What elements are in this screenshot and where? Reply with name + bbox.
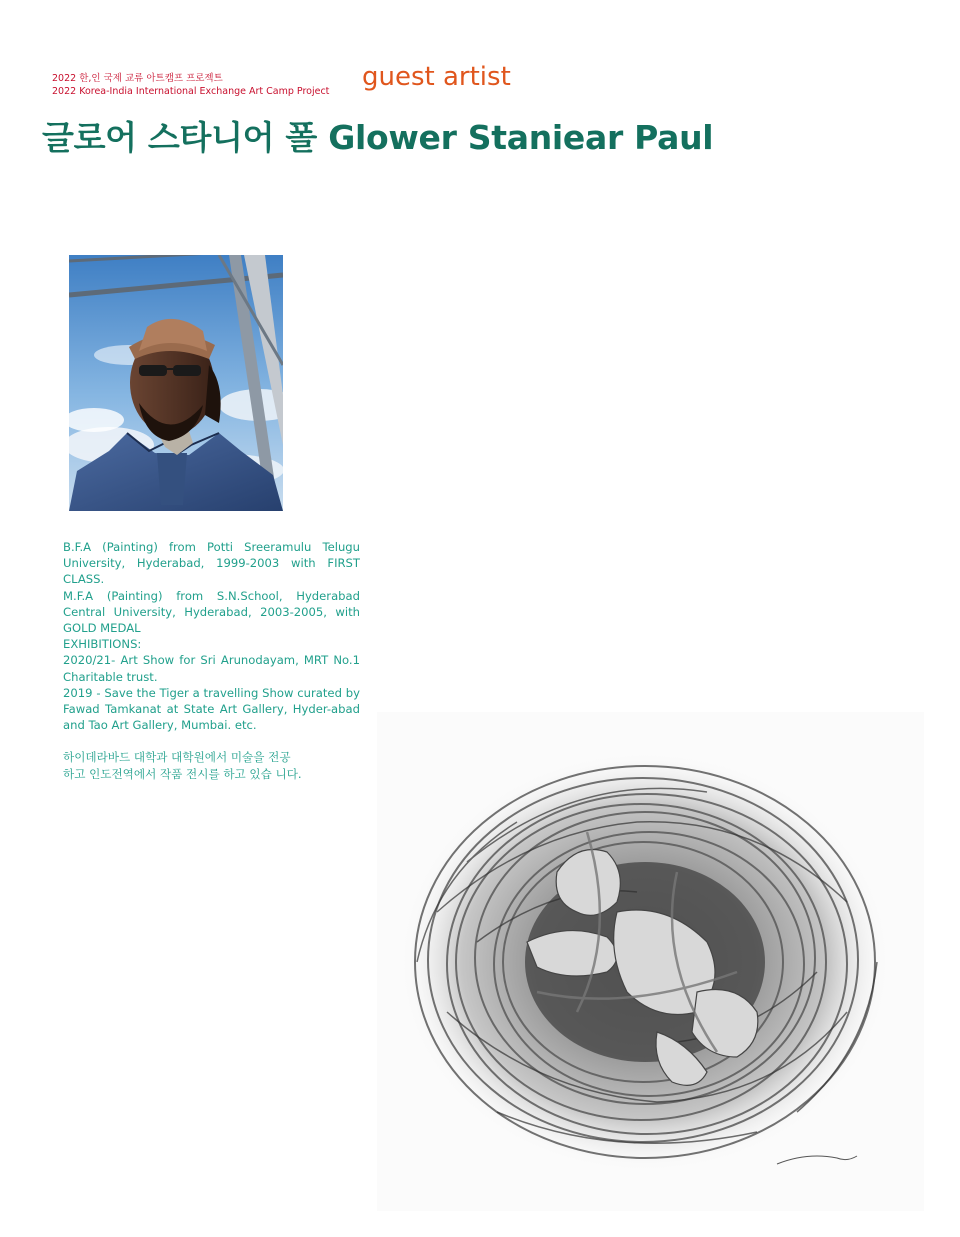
bio-exhibitions-heading: EXHIBITIONS: — [63, 637, 142, 652]
bio-korean-line-2: 하고 인도전역에서 작품 전시를 하고 있습 니다. — [63, 766, 302, 781]
artist-name-title: 글로어 스타니어 폴 Glower Staniear Paul — [42, 118, 714, 157]
bio-korean-line-1: 하이데라바드 대학과 대학원에서 미술을 전공 — [63, 750, 291, 765]
project-title-korean: 2022 한,인 국제 교류 아트캠프 프로젝트 — [52, 73, 223, 84]
project-title-english: 2022 Korea-India International Exchange Art Camp Project — [52, 86, 330, 97]
bio-mfa: M.F.A (Painting) from S.N.School, Hyderabad Central University, Hyderabad, 2003-2005, with GOLD MEDAL — [63, 588, 360, 636]
project-header — [52, 72, 352, 98]
artist-portrait — [69, 255, 283, 511]
artist-biography — [63, 539, 360, 782]
section-label: guest artist — [362, 62, 511, 92]
bio-exhibition-2019: 2019 - Save the Tiger a travelling Show curated by Fawad Tamkanat at State Art Gallery, Hyder-abad and Tao Art Gallery, Mumbai. etc. — [63, 685, 360, 733]
bio-bfa: B.F.A (Painting) from Potti Sreeramulu Telugu University, Hyderabad, 1999-2003 with FIRST CLASS. — [63, 540, 360, 587]
artwork-image — [377, 712, 924, 1211]
bio-exhibition-2020: 2020/21- Art Show for Sri Arunodayam, MRT No.1 Charitable trust. — [63, 653, 360, 684]
